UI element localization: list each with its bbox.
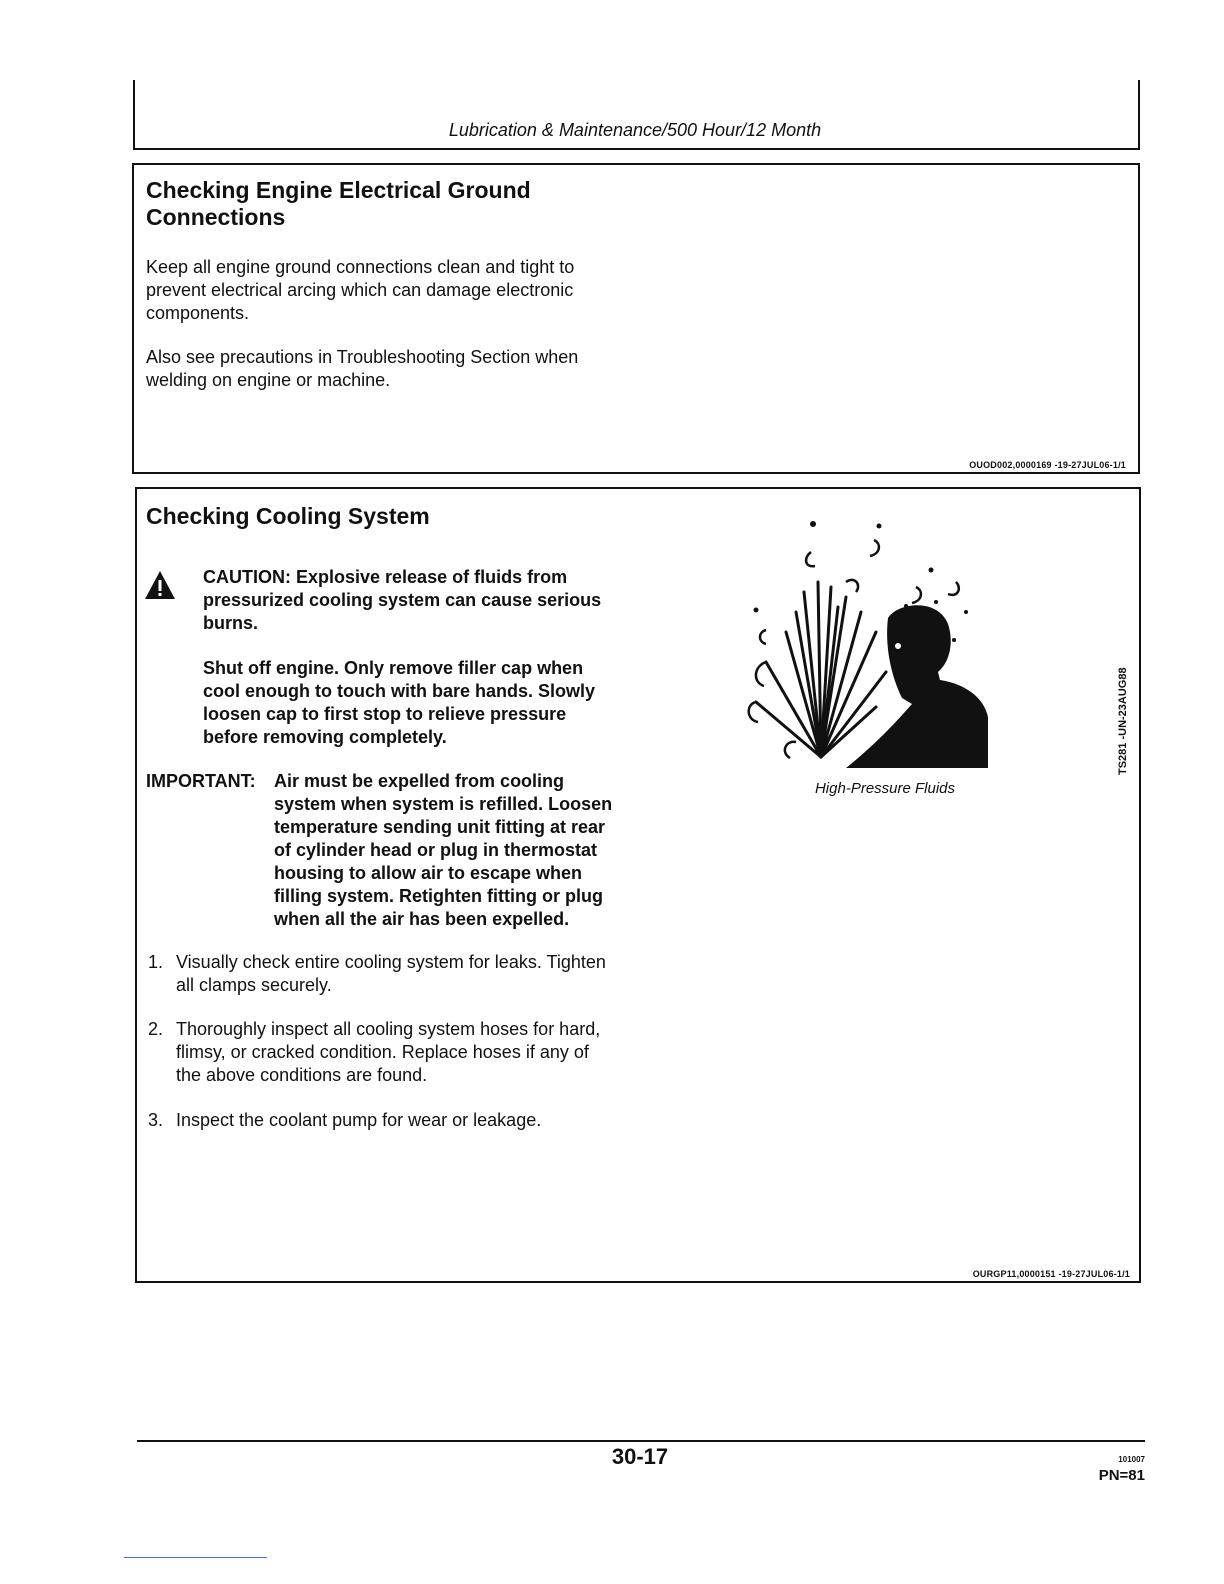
warning-triangle-icon bbox=[144, 570, 176, 605]
text-line: temperature sending unit fitting at rear bbox=[274, 817, 606, 837]
section1-reference-code: OUOD002,0000169 -19-27JUL06-1/1 bbox=[969, 460, 1126, 470]
text-line: CAUTION: Explosive release of fluids from bbox=[203, 567, 568, 587]
text-line: before removing completely. bbox=[203, 727, 447, 747]
figure-caption: High-Pressure Fluids bbox=[814, 780, 956, 797]
caution-instructions bbox=[203, 657, 595, 749]
step-number: 1. bbox=[148, 952, 164, 972]
list-item bbox=[148, 1018, 668, 1087]
header-right-rule bbox=[1138, 80, 1140, 150]
section2-reference-code: OURGP11,0000151 -19-27JUL06-1/1 bbox=[972, 1269, 1130, 1279]
text-line: all clamps securely. bbox=[176, 975, 332, 995]
footer-code: 101007 bbox=[1118, 1455, 1145, 1464]
section1-paragraph1 bbox=[146, 256, 574, 325]
text-line: Also see precautions in Troubleshooting Section when bbox=[146, 347, 579, 367]
bottom-blue-line bbox=[124, 1557, 267, 1558]
text-line: pressurized cooling system can cause serious bbox=[203, 590, 602, 610]
text-line: Air must be expelled from cooling bbox=[274, 771, 565, 791]
text-line: welding on engine or machine. bbox=[146, 370, 391, 390]
section2-title: Checking Cooling System bbox=[146, 503, 430, 529]
footer-rule bbox=[137, 1440, 1145, 1442]
section1-paragraph2 bbox=[146, 346, 578, 392]
text-line: Keep all engine ground connections clean and tight to bbox=[146, 257, 575, 277]
high-pressure-spray-icon bbox=[726, 512, 996, 772]
step-number: 3. bbox=[148, 1110, 164, 1130]
important-text bbox=[274, 770, 612, 931]
step-number: 2. bbox=[148, 1019, 164, 1039]
text-line: filling system. Retighten fitting or plug bbox=[274, 886, 603, 906]
text-line: components. bbox=[146, 303, 250, 323]
page-header-title: Lubrication & Maintenance/500 Hour/12 Month bbox=[448, 120, 822, 140]
text-line: housing to allow air to escape when bbox=[274, 863, 583, 883]
text-line: of cylinder head or plug in thermostat bbox=[274, 840, 598, 860]
header-bottom-rule bbox=[133, 148, 1140, 150]
page-number: 30-17 bbox=[611, 1444, 669, 1469]
footer-pn: PN=81 bbox=[1098, 1467, 1145, 1484]
text-line: loosen cap to first stop to relieve pressure bbox=[203, 704, 567, 724]
list-item bbox=[148, 951, 668, 997]
text-line: Shut off engine. Only remove filler cap when bbox=[203, 658, 584, 678]
text-line: when all the air has been expelled. bbox=[274, 909, 570, 929]
list-item bbox=[148, 1109, 668, 1132]
caution-text bbox=[203, 566, 601, 635]
text-line: Thoroughly inspect all cooling system hoses for hard, bbox=[176, 1019, 601, 1039]
steps-list bbox=[148, 951, 668, 1132]
figure-side-label: TS281 -UN-23AUG88 bbox=[1117, 667, 1129, 775]
text-line: burns. bbox=[203, 613, 259, 633]
text-line: Visually check entire cooling system for leaks. Tighten bbox=[176, 952, 606, 972]
text-line: cool enough to touch with bare hands. Slowly bbox=[203, 681, 596, 701]
section1-heading bbox=[146, 177, 531, 231]
important-label: IMPORTANT: bbox=[146, 771, 256, 791]
section1-title-line2: Connections bbox=[146, 204, 286, 230]
text-line: system when system is refilled. Loosen bbox=[274, 794, 613, 814]
text-line: flimsy, or cracked condition. Replace hoses if any of bbox=[176, 1042, 589, 1062]
section1-title-line1: Checking Engine Electrical Ground bbox=[146, 177, 531, 203]
text-line: Inspect the coolant pump for wear or leakage. bbox=[176, 1110, 542, 1130]
text-line: the above conditions are found. bbox=[176, 1065, 428, 1085]
text-line: prevent electrical arcing which can damage electronic bbox=[146, 280, 574, 300]
